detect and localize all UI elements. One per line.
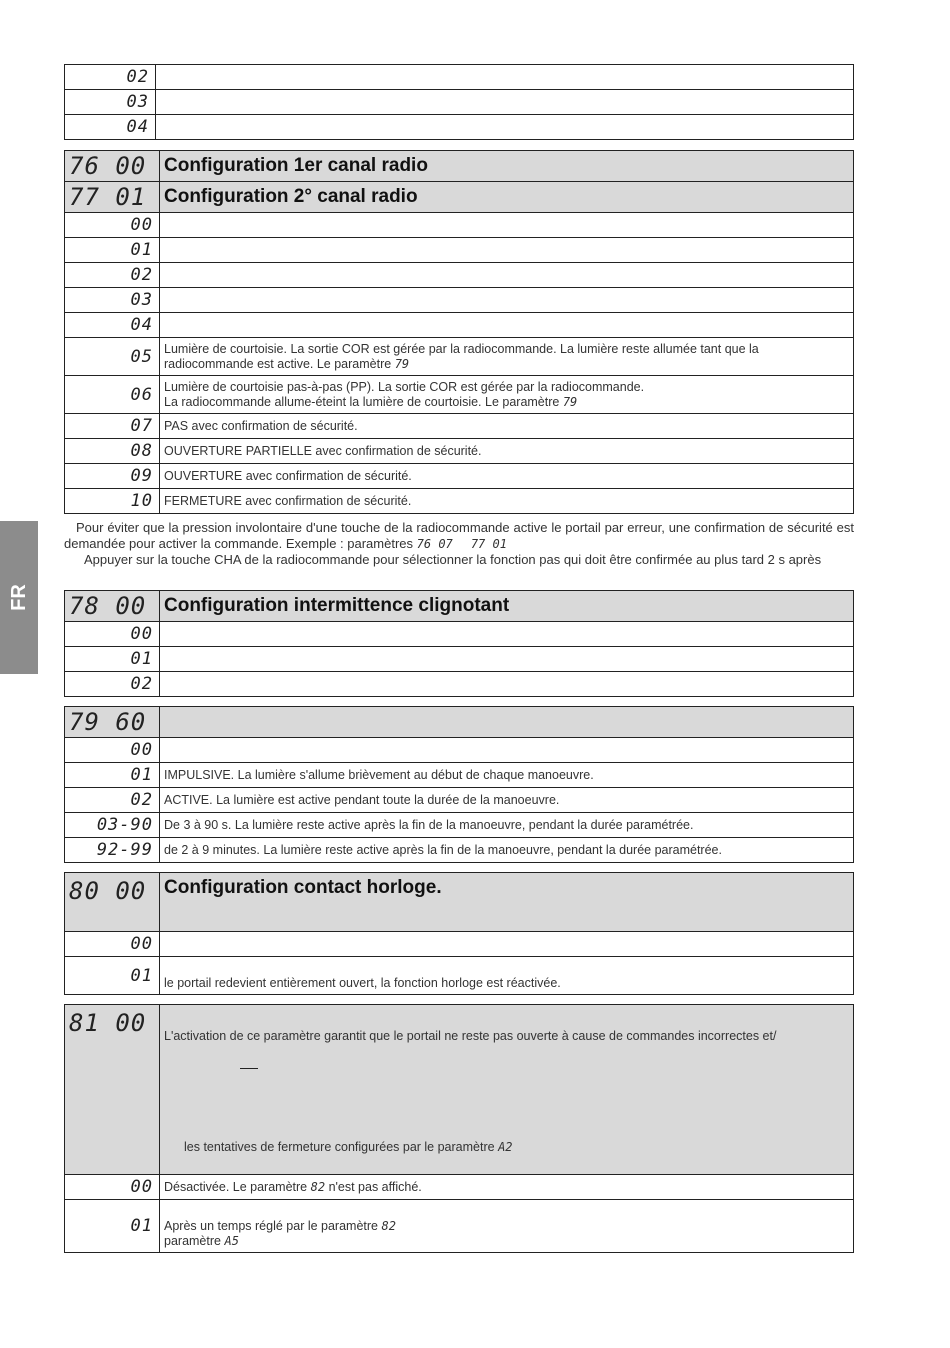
param-code: 03	[65, 288, 160, 313]
param-desc: IMPULSIVE. La lumière s'allume brièvement au début de chaque manoeuvre.	[160, 763, 854, 788]
table-auto-close	[64, 1004, 854, 1253]
header-code: 80 00	[65, 873, 160, 932]
param-ref: A5	[224, 1234, 239, 1248]
desc-para: L'activation de ce paramètre garantit que le portail ne reste pas ouverte à cause de commandes incorrectes et/	[164, 1029, 777, 1043]
param-code: 04	[65, 313, 160, 338]
table-row	[65, 763, 854, 788]
header-code: 78 00	[65, 591, 160, 622]
param-desc	[160, 738, 854, 763]
param-code: 03	[65, 90, 156, 115]
param-desc	[160, 288, 854, 313]
param-code: 01	[65, 957, 160, 995]
desc-text: paramètre	[164, 1234, 221, 1248]
param-code: 01	[65, 1200, 160, 1253]
table-flash	[64, 590, 854, 697]
table-row	[65, 1200, 854, 1253]
table-row	[65, 813, 854, 838]
param-desc	[160, 1200, 854, 1253]
table-row	[65, 238, 854, 263]
param-code: 08	[65, 439, 160, 464]
param-code: 01	[65, 763, 160, 788]
table-row	[65, 464, 854, 489]
param-ref: 79	[562, 394, 578, 409]
table-row	[65, 957, 854, 995]
desc-text: La radiocommande allume-éteint la lumière de courtoisie. Le paramètre	[164, 394, 560, 409]
header-code: 76 00	[65, 151, 160, 182]
param-code: 05	[65, 338, 160, 376]
note-text: Pour éviter que la pression involontaire d'une touche de la radiocommande active le portail par erreur, une confirmation de sécurité est demandée pour activer la commande. Exemple : paramètres	[64, 520, 854, 551]
table-header-row	[65, 873, 854, 932]
table-row	[65, 788, 854, 813]
param-code: 02	[65, 65, 156, 90]
param-code: 00	[65, 213, 160, 238]
param-desc	[160, 622, 854, 647]
table-row	[65, 672, 854, 697]
table-header-row	[65, 707, 854, 738]
param-desc: de 2 à 9 minutes. La lumière reste active après la fin de la manoeuvre, pendant la durée paramétrée.	[160, 838, 854, 863]
param-desc: FERMETURE avec confirmation de sécurité.	[160, 489, 854, 514]
table-row	[65, 489, 854, 514]
param-code: 09	[65, 464, 160, 489]
language-tab-label: FR	[7, 584, 30, 611]
header-code: 81 00	[65, 1005, 160, 1175]
param-desc: OUVERTURE PARTIELLE avec confirmation de sécurité.	[160, 439, 854, 464]
param-code: 06	[65, 376, 160, 414]
param-desc	[160, 647, 854, 672]
table-row	[65, 838, 854, 863]
param-code: 04	[65, 115, 156, 140]
param-code: 01	[65, 647, 160, 672]
param-code: 10	[65, 489, 160, 514]
table-row	[65, 738, 854, 763]
desc-text: Lumière de courtoisie pas-à-pas (PP). La sortie COR est gérée par la radiocommande.	[164, 379, 645, 394]
param-ref: 76 07	[416, 537, 453, 551]
param-desc: De 3 à 90 s. La lumière reste active après la fin de la manoeuvre, pendant la durée paramétrée.	[160, 813, 854, 838]
param-code: 02	[65, 263, 160, 288]
param-ref: 79	[394, 356, 410, 371]
param-code: 02	[65, 672, 160, 697]
param-ref: 82	[310, 1179, 326, 1194]
param-desc	[160, 376, 854, 414]
table-row	[65, 90, 854, 115]
param-code: 92-99	[65, 838, 160, 863]
note-paragraph-2	[64, 552, 854, 568]
param-desc	[160, 213, 854, 238]
table-row	[65, 65, 854, 90]
table-light	[64, 706, 854, 863]
note-paragraph	[64, 520, 854, 552]
table-row	[65, 414, 854, 439]
desc-text: n'est pas affiché.	[328, 1179, 422, 1194]
param-ref: 82	[381, 1219, 396, 1233]
param-desc: OUVERTURE avec confirmation de sécurité.	[160, 464, 854, 489]
header-title	[160, 707, 854, 738]
param-desc	[156, 90, 854, 115]
param-code: 00	[65, 738, 160, 763]
desc-text: Désactivée. Le paramètre	[164, 1179, 308, 1194]
table-row	[65, 932, 854, 957]
desc-text: Lumière de courtoisie. La sortie COR est gérée par la radiocommande. La lumière reste allumée tant que la radiocommande est active. Le paramètre	[164, 341, 759, 371]
param-desc	[160, 338, 854, 376]
table-header-row	[65, 151, 854, 182]
header-title: Configuration intermittence clignotant	[160, 591, 854, 622]
table-row	[65, 313, 854, 338]
table-row	[65, 647, 854, 672]
table-clock	[64, 872, 854, 995]
table-header-row	[65, 1005, 854, 1175]
param-desc	[156, 115, 854, 140]
table-row	[65, 338, 854, 376]
note-text: Appuyer sur la touche CHA de la radiocommande pour sélectionner la fonction pas qui doit être confirmée au plus tard 2 s après	[84, 552, 822, 567]
table-top	[64, 64, 854, 140]
header-title: Configuration 1er canal radio	[160, 151, 854, 182]
table-row	[65, 213, 854, 238]
param-desc	[160, 672, 854, 697]
header-desc	[160, 1005, 854, 1175]
table-row	[65, 115, 854, 140]
header-title: Configuration 2° canal radio	[160, 182, 854, 213]
header-code: 79 60	[65, 707, 160, 738]
param-ref: 77 01	[470, 537, 507, 551]
table-row	[65, 288, 854, 313]
param-code: 00	[65, 622, 160, 647]
param-code: 03-90	[65, 813, 160, 838]
param-desc	[160, 263, 854, 288]
desc-text: Après un temps réglé par le paramètre	[164, 1219, 378, 1233]
param-desc	[156, 65, 854, 90]
desc-text: les tentatives de fermeture configurées par le paramètre	[184, 1140, 495, 1154]
table-row	[65, 1175, 854, 1200]
table-row	[65, 622, 854, 647]
param-ref: A2	[498, 1140, 513, 1154]
table-header-row	[65, 182, 854, 213]
table-row	[65, 376, 854, 414]
header-title: Configuration contact horloge.	[160, 873, 854, 932]
param-desc	[160, 932, 854, 957]
param-desc	[160, 238, 854, 263]
language-tab	[0, 521, 38, 674]
table-radio	[64, 150, 854, 514]
param-desc: le portail redevient entièrement ouvert, la fonction horloge est réactivée.	[160, 957, 854, 995]
table-header-row	[65, 591, 854, 622]
header-code: 77 01	[65, 182, 160, 213]
param-code: 01	[65, 238, 160, 263]
table-row	[65, 263, 854, 288]
param-desc	[160, 313, 854, 338]
param-desc: ACTIVE. La lumière est active pendant toute la durée de la manoeuvre.	[160, 788, 854, 813]
param-code: 02	[65, 788, 160, 813]
param-code: 00	[65, 932, 160, 957]
param-code: 07	[65, 414, 160, 439]
param-desc	[160, 1175, 854, 1200]
param-code: 00	[65, 1175, 160, 1200]
divider-mark	[164, 1058, 849, 1073]
param-desc: PAS avec confirmation de sécurité.	[160, 414, 854, 439]
table-row	[65, 439, 854, 464]
desc-para-2	[184, 1140, 513, 1155]
